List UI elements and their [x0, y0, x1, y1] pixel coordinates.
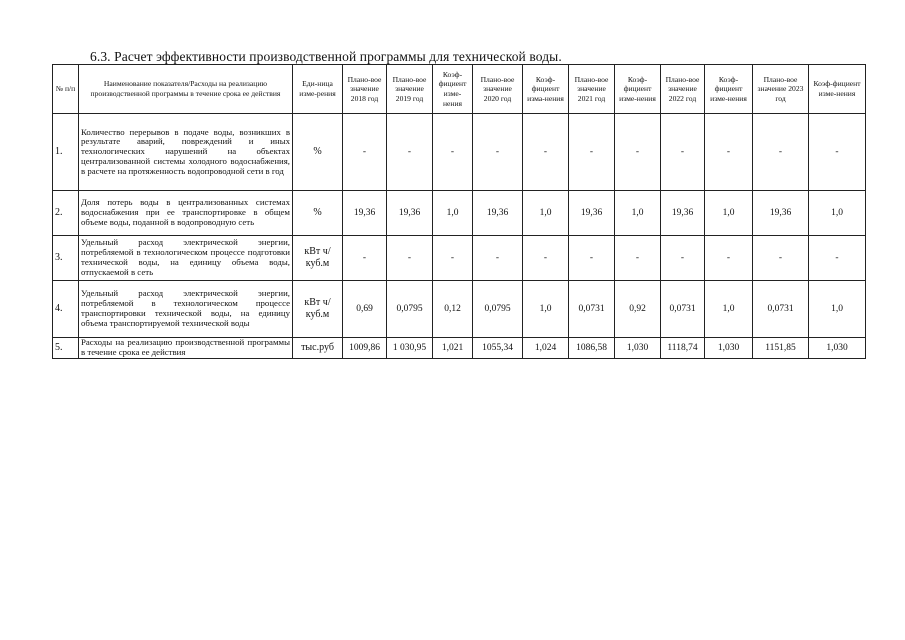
value-cell: 0,12 — [433, 281, 473, 338]
value-cell: 1,0 — [433, 191, 473, 236]
value-cell: 1009,86 — [343, 338, 387, 359]
value-cell: - — [661, 114, 705, 191]
value-cell: - — [387, 114, 433, 191]
value-cell: 1118,74 — [661, 338, 705, 359]
value-cell: 1,0 — [523, 191, 569, 236]
value-cell: 0,92 — [615, 281, 661, 338]
table-row — [53, 281, 866, 338]
efficiency-table — [52, 64, 866, 359]
indicator-name: Количество перерывов в подаче воды, возникших в результате аварий, повреждений и иных технологических нарушений на объектах централизованной системы холодного водоснабжения, в расчете на протяженность водопроводной сети в год — [79, 114, 293, 191]
value-cell: 1086,58 — [569, 338, 615, 359]
indicator-name: Удельный расход электрической энергии, потребляемой в технологическом процессе подготовки технической воды, на единицу объема воды, отпускаемой в сеть — [79, 236, 293, 281]
value-cell: 1,0 — [705, 191, 753, 236]
value-cell: 1,0 — [523, 281, 569, 338]
value-cell: 1,0 — [809, 281, 866, 338]
value-cell: 0,0795 — [387, 281, 433, 338]
row-number: 5. — [53, 338, 79, 359]
header-cell: Коэф-фициент изма-нения — [523, 65, 569, 114]
header-row — [53, 65, 866, 114]
value-cell: - — [387, 236, 433, 281]
unit-cell: кВт ч/куб.м — [293, 236, 343, 281]
value-cell: 1055,34 — [473, 338, 523, 359]
value-cell: - — [433, 114, 473, 191]
value-cell: 0,69 — [343, 281, 387, 338]
row-number: 4. — [53, 281, 79, 338]
value-cell: 19,36 — [343, 191, 387, 236]
header-cell: Коэф-фициент изме-нения — [433, 65, 473, 114]
value-cell: 0,0731 — [569, 281, 615, 338]
value-cell: 1,030 — [809, 338, 866, 359]
header-cell: Коэф-фициент изме-нения — [615, 65, 661, 114]
value-cell: - — [473, 114, 523, 191]
header-cell: Плано-вое значение 2019 год — [387, 65, 433, 114]
value-cell: - — [473, 236, 523, 281]
value-cell: - — [753, 114, 809, 191]
value-cell: 1,0 — [809, 191, 866, 236]
value-cell: - — [523, 236, 569, 281]
header-cell: Коэф-фициент изме-нения — [809, 65, 866, 114]
value-cell: 1,0 — [705, 281, 753, 338]
indicator-name: Расходы на реализацию производственной программы в течение срока ее действия — [79, 338, 293, 359]
table-row — [53, 236, 866, 281]
unit-cell: кВт ч/куб.м — [293, 281, 343, 338]
header-cell: Плано-вое значение 2020 год — [473, 65, 523, 114]
value-cell: 1,0 — [615, 191, 661, 236]
header-cell: Плано-вое значение 2021 год — [569, 65, 615, 114]
value-cell: - — [809, 236, 866, 281]
value-cell: - — [705, 236, 753, 281]
value-cell: 19,36 — [661, 191, 705, 236]
header-cell: Коэф-фициент изме-нения — [705, 65, 753, 114]
value-cell: - — [569, 236, 615, 281]
value-cell: 0,0731 — [753, 281, 809, 338]
header-cell: Наименование показателя/Расходы на реализацию производственной программы в течение срока ее действия — [79, 65, 293, 114]
value-cell: - — [661, 236, 705, 281]
indicator-name: Доля потерь воды в централизованных системах водоснабжения при ее транспортировке в общем объеме воды, поданной в водопроводную сеть — [79, 191, 293, 236]
value-cell: - — [615, 114, 661, 191]
header-cell: Плано-вое значение 2022 год — [661, 65, 705, 114]
value-cell: 0,0731 — [661, 281, 705, 338]
value-cell: 1151,85 — [753, 338, 809, 359]
header-cell: Плано-вое значение 2023 год — [753, 65, 809, 114]
table-row — [53, 338, 866, 359]
value-cell: 1,024 — [523, 338, 569, 359]
unit-cell: % — [293, 114, 343, 191]
value-cell: 1,030 — [705, 338, 753, 359]
section-title: 6.3. Расчет эффективности производственной программы для технической воды. — [90, 49, 562, 64]
header-cell: Плано-вое значение 2018 год — [343, 65, 387, 114]
value-cell: 19,36 — [753, 191, 809, 236]
value-cell: 0,0795 — [473, 281, 523, 338]
row-number: 2. — [53, 191, 79, 236]
value-cell: 1 030,95 — [387, 338, 433, 359]
value-cell: 1,030 — [615, 338, 661, 359]
table-row — [53, 114, 866, 191]
value-cell: 19,36 — [387, 191, 433, 236]
value-cell: - — [523, 114, 569, 191]
value-cell: - — [615, 236, 661, 281]
value-cell: - — [433, 236, 473, 281]
value-cell: 1,021 — [433, 338, 473, 359]
value-cell: - — [753, 236, 809, 281]
row-number: 1. — [53, 114, 79, 191]
table-row — [53, 191, 866, 236]
row-number: 3. — [53, 236, 79, 281]
value-cell: - — [705, 114, 753, 191]
value-cell: - — [809, 114, 866, 191]
unit-cell: % — [293, 191, 343, 236]
value-cell: 19,36 — [473, 191, 523, 236]
unit-cell: тыс.руб — [293, 338, 343, 359]
indicator-name: Удельный расход электрической энергии, потребляемой в технологическом процессе транспортировки технической воды, на единицу объема транспортируемой технической воды — [79, 281, 293, 338]
value-cell: - — [343, 236, 387, 281]
header-cell: Еди-ница изме-рения — [293, 65, 343, 114]
value-cell: 19,36 — [569, 191, 615, 236]
value-cell: - — [343, 114, 387, 191]
header-cell: № п/п — [53, 65, 79, 114]
value-cell: - — [569, 114, 615, 191]
